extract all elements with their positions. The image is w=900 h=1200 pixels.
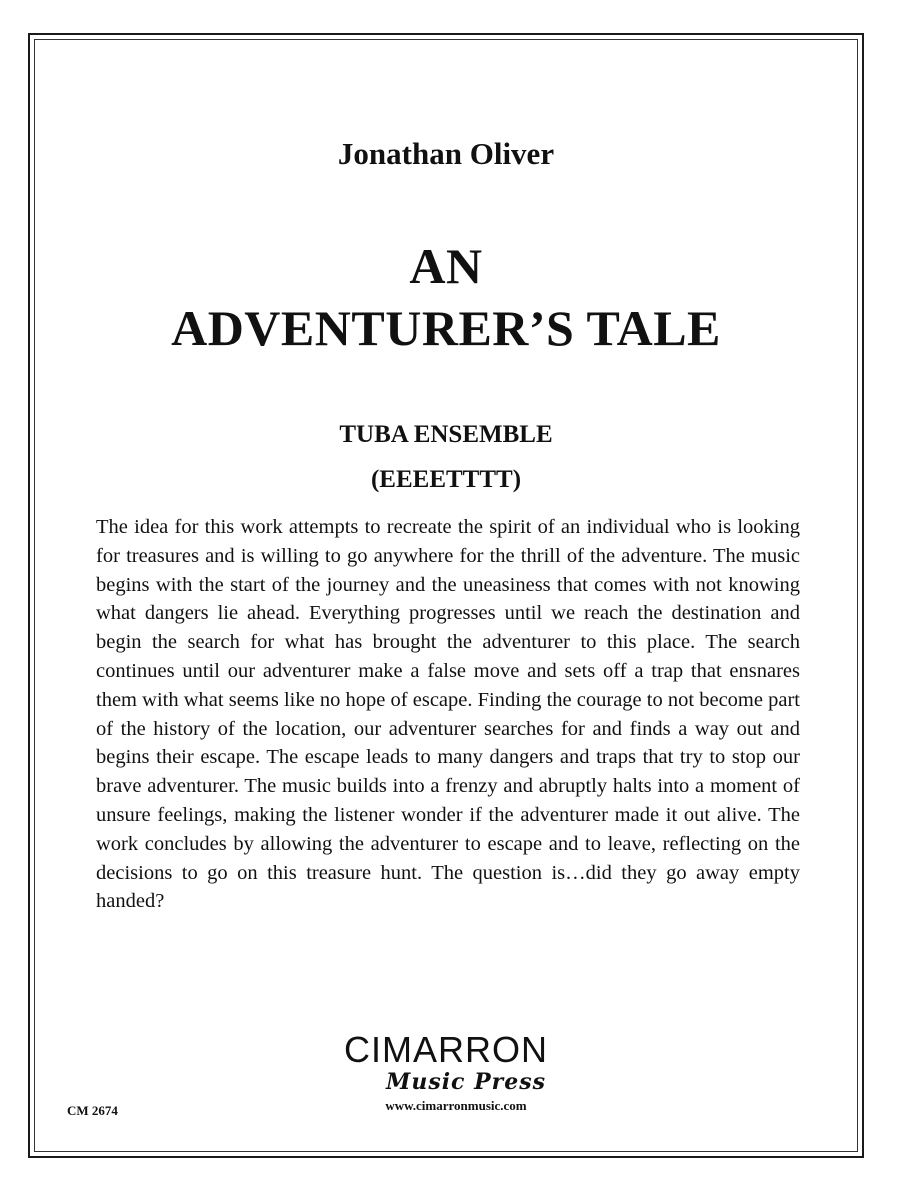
ensemble-label: TUBA ENSEMBLE	[339, 421, 553, 448]
title-line-2: ADVENTURER’S TALE	[171, 300, 721, 356]
publisher-logo	[320, 1030, 572, 1114]
publisher-name: CIMARRON	[344, 1029, 548, 1070]
composer-name: Jonathan Oliver	[337, 136, 555, 171]
instrumentation-label: (EEEETTTT)	[370, 466, 522, 493]
publisher-subname: Music Press	[385, 1069, 547, 1095]
catalog-number: CM 2674	[67, 1103, 118, 1118]
publisher-website: www.cimarronmusic.com	[385, 1098, 527, 1113]
program-note: The idea for this work attempts to recreate the spirit of an individual who is looking for treasures and is willing to go anywhere for the thrill of the adventure. The music begins with the start of the journey and the uneasiness that comes with not knowing what dangers lie ahead. Everything progresses until we reach the destination and begin the search for what has brought the adventurer to this place. The search continues until our adventurer make a false move and sets off a trap that ensnares them with what seems like no hope of escape. Finding the courage to not become part of the history of the location, our adventurer searches for and finds a way out and begins their escape. The escape leads to many dangers and traps that try to stop our brave adventurer. The music builds into a frenzy and abruptly halts into a moment of unsure feelings, making the listener wonder if the adventurer made it out alive. The work concludes by allowing the adventurer to escape and to leave, reflecting on the decisions to go on this treasure hunt. The question is…did they go away empty handed?	[96, 516, 800, 913]
title-line-1: AN	[409, 238, 483, 294]
